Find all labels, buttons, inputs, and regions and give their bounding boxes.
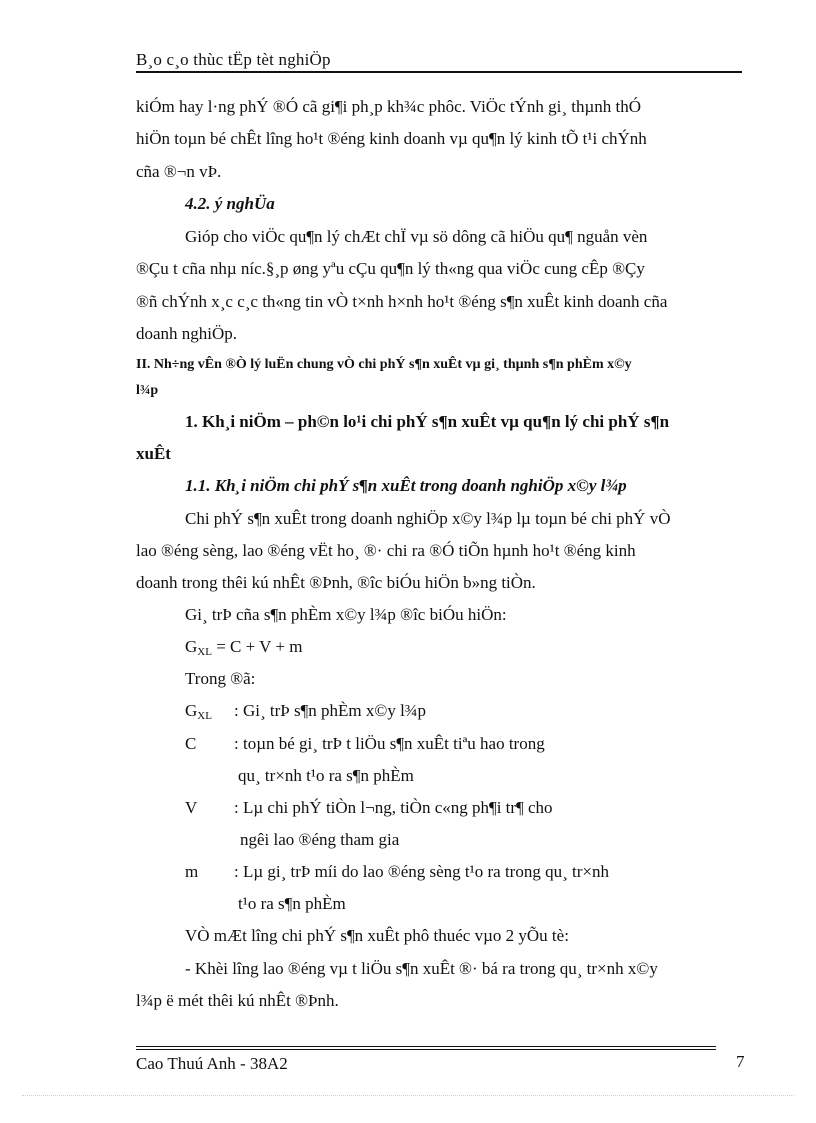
page-border	[22, 1095, 794, 1096]
section-heading-1-1: 1.1. Kh¸i niÖm chi phÝ s¶n xuÊt trong doanh nghiÖp x©y l¾p	[185, 476, 627, 495]
definition-symbol: V	[185, 798, 198, 817]
header-title: B¸o c¸o thùc tËp tèt nghiÖp	[136, 50, 331, 69]
definition-symbol: m	[185, 862, 199, 881]
body-line: VÒ mÆt lîng chi phÝ s¶n xuÊt phô thuéc vµo 2 yÕu tè:	[185, 926, 569, 945]
body-line: doanh trong thêi kú nhÊt ®Þnh, ®îc biÓu hiÖn b»ng tiÒn.	[136, 573, 536, 592]
body-line: ®Çu t cña nhµ níc.§¸p øng yªu cÇu qu¶n lý th«ng qua viÖc cung cÊp ®Çy	[136, 259, 645, 278]
body-line: hiÖn toµn bé chÊt lîng ho¹t ®éng kinh doanh vµ qu¶n lý kinh tÕ t¹i chÝnh	[136, 129, 647, 148]
body-line: ®ñ chÝnh x¸c c¸c th«ng tin vÒ t×nh h×nh ho¹t ®éng s¶n xuÊt kinh doanh cña	[136, 292, 668, 311]
definition-continuation: qu¸ tr×nh t¹o ra s¶n phÈm	[238, 766, 414, 785]
body-line: cña ®¬n vÞ.	[136, 162, 222, 181]
body-line: doanh nghiÖp.	[136, 324, 238, 343]
body-line: Gi¸ trÞ cña s¶n phÈm x©y l¾p ®îc biÓu hiÖn:	[185, 605, 507, 624]
footer-author: Cao Thuú Anh - 38A2	[136, 1054, 288, 1073]
body-line: Chi phÝ s¶n xuÊt trong doanh nghiÖp x©y l¾p lµ toµn bé chi phÝ vÒ	[185, 509, 671, 528]
definition-text: : Gi¸ trÞ s¶n phÈm x©y l¾p	[234, 701, 427, 720]
formula	[185, 636, 302, 663]
body-line: l¾p ë mét thêi kú nhÊt ®Þnh.	[136, 991, 339, 1010]
page-number: 7	[736, 1052, 745, 1071]
definition-text: : Lµ chi phÝ tiÒn l¬ng, tiÒn c«ng ph¶i tr¶ cho	[234, 798, 553, 817]
body-line: lao ®éng sèng, lao ®éng vËt ho¸ ®· chi ra ®Ó tiÕn hµnh ho¹t ®éng kinh	[136, 541, 636, 560]
body-line: - Khèi lîng lao ®éng vµ t liÖu s¶n xuÊt ®· bá ra trong qu¸ tr×nh x©y	[185, 959, 658, 978]
section-heading-1-cont: xuÊt	[136, 444, 171, 463]
formula-subscript: XL	[197, 646, 212, 658]
section-heading-1: 1. Kh¸i niÖm – ph©n lo¹i chi phÝ s¶n xuÊt vµ qu¶n lý chi phÝ s¶n	[185, 412, 670, 431]
header-rule	[136, 71, 742, 73]
body-line: Gióp cho viÖc qu¶n lý chÆt chÏ vµ sö dông cã hiÖu qu¶ nguån vèn	[185, 227, 648, 246]
formula-rhs: = C + V + m	[216, 637, 303, 656]
definition-continuation: t¹o ra s¶n phÈm	[238, 894, 346, 913]
definition-symbol: $G_{XL}$	[185, 701, 212, 722]
formula-symbol: G	[185, 637, 198, 656]
definition-text: : Lµ gi¸ trÞ míi do lao ®éng sèng t¹o ra trong qu¸ tr×nh	[234, 862, 609, 881]
body-line: Trong ®ã:	[185, 669, 256, 688]
section-heading-4-2: 4.2. ý nghÜa	[185, 194, 275, 213]
definition-continuation: ngêi lao ®éng tham gia	[240, 830, 400, 849]
chapter-heading-cont: l¾p	[136, 383, 159, 398]
chapter-heading: II. Nh÷ng vÊn ®Ò lý luËn chung vÒ chi phÝ s¶n xuÊt vµ gi¸ thµnh s¶n phÈm x©y	[136, 357, 632, 372]
definition-symbol: C	[185, 734, 197, 753]
body-line: kiÓm hay l·ng phÝ ®Ó cã gi¶i ph¸p kh¾c phôc. ViÖc tÝnh gi¸ thµnh thÓ	[136, 97, 642, 116]
footer-rule	[136, 1046, 716, 1047]
definition-text: : toµn bé gi¸ trÞ t liÖu s¶n xuÊt tiªu hao trong	[234, 734, 545, 753]
footer-rule	[136, 1049, 716, 1050]
